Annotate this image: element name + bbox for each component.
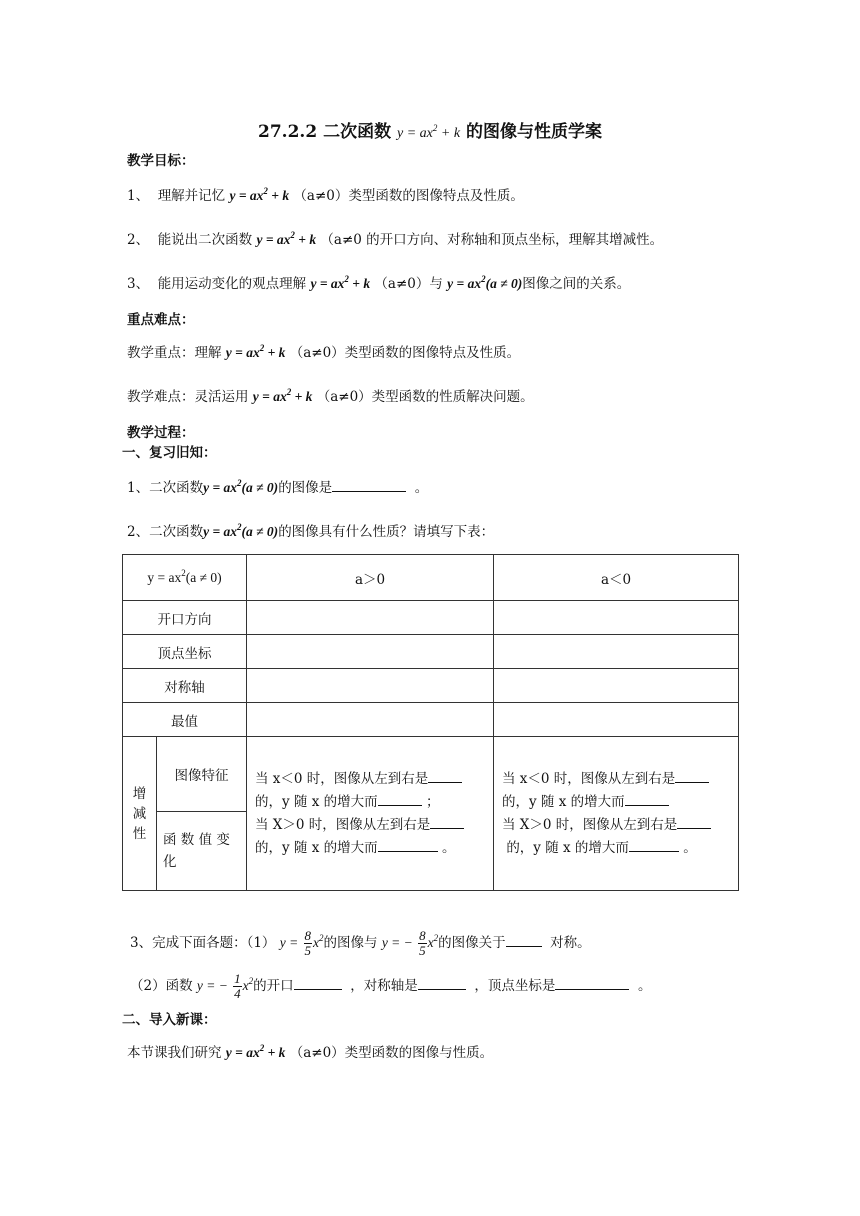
- answer-blank[interactable]: [332, 478, 406, 492]
- formula: $y = ax^2(a \ne 0)$: [203, 522, 279, 539]
- formula: y = −: [196, 978, 228, 993]
- goal-1-text: 理解并记忆: [157, 188, 226, 204]
- q3-mid: 的图像与: [323, 935, 378, 951]
- formula: $x^2$: [427, 933, 439, 950]
- question-3: [130, 928, 591, 958]
- formula: $y = ax^2 + k$: [310, 274, 371, 291]
- question-2: [127, 522, 494, 542]
- formula: $y = ax^2(a \ne 0)$: [447, 274, 523, 291]
- formula: $x^2$: [242, 976, 254, 993]
- fraction-numerator: 1: [234, 971, 241, 986]
- properties-table: [122, 554, 739, 891]
- key-difficulty: [127, 387, 534, 407]
- neg-line-4: [502, 837, 730, 860]
- table-cell[interactable]: [494, 635, 739, 669]
- pos-line-3: [255, 814, 485, 837]
- answer-blank[interactable]: [378, 838, 438, 852]
- row-label-vertex: 顶点坐标: [123, 635, 247, 669]
- title-prefix: 二次函数: [323, 122, 392, 142]
- answer-blank[interactable]: [294, 976, 342, 990]
- answer-blank[interactable]: [677, 815, 711, 829]
- answer-blank[interactable]: [378, 792, 422, 806]
- review-heading: 一、复习旧知：: [122, 445, 217, 461]
- difficulty-tail: （a≠0）类型函数的性质解决问题。: [316, 389, 534, 405]
- pos-line-2: [255, 791, 485, 814]
- q3-text: 3、完成下面各题：（1）: [130, 935, 276, 951]
- goal-1-number: 1、: [127, 188, 150, 204]
- goal-3-tail: 图像之间的关系。: [522, 276, 631, 292]
- formula: y =: [279, 935, 299, 950]
- q3b-text: （2）函数: [130, 978, 193, 994]
- answer-blank[interactable]: [430, 815, 464, 829]
- answer-blank[interactable]: [629, 838, 679, 852]
- goal-3: [127, 274, 630, 294]
- answer-blank[interactable]: [506, 933, 542, 947]
- q3b-mid2: ，对称轴是: [350, 978, 418, 994]
- table-row: [123, 669, 739, 703]
- fraction-numerator: 8: [304, 928, 312, 943]
- fraction-denominator: 5: [304, 943, 312, 958]
- answer-blank[interactable]: [625, 792, 669, 806]
- pos-text-1: 当 x＜0 时，图像从左到右是: [255, 770, 429, 787]
- fraction-numerator: 8: [419, 928, 426, 943]
- answer-blank[interactable]: [675, 769, 709, 783]
- q3b-mid3: ，顶点坐标是: [474, 978, 556, 994]
- row-label-opening: 开口方向: [123, 601, 247, 635]
- q3b-end: 。: [637, 978, 652, 994]
- title-formula: $y = ax^2 + k$: [397, 123, 461, 141]
- table-cell[interactable]: [494, 601, 739, 635]
- neg-text-4-end: 。: [683, 839, 697, 856]
- fraction: [304, 929, 313, 958]
- q1-text: 1、二次函数: [127, 480, 204, 496]
- neg-line-2: [502, 791, 730, 814]
- goal-3-mid: （a≠0）与: [374, 276, 443, 292]
- table-cell[interactable]: [247, 601, 494, 635]
- difficulty-text: 教学难点：灵活运用: [127, 389, 249, 405]
- table-row-monotonic: [123, 737, 739, 812]
- sub-label-graph: 图像特征: [157, 737, 247, 812]
- answer-blank[interactable]: [428, 769, 462, 783]
- table-cell[interactable]: [247, 635, 494, 669]
- pos-text-2: 的，y 随 x 的增大而: [255, 793, 378, 810]
- goal-1: [127, 186, 524, 206]
- formula: y = −: [381, 935, 413, 950]
- goal-3-number: 3、: [127, 276, 150, 292]
- neg-line-3: [502, 814, 730, 837]
- page-title: [0, 117, 860, 142]
- monotonic-negative-cell: [494, 737, 739, 891]
- neg-line-1: [502, 768, 730, 791]
- new-lesson-post: （a≠0）类型函数的图像与性质。: [289, 1045, 494, 1061]
- fraction-denominator: 5: [419, 943, 426, 958]
- goal-1-tail: （a≠0）类型函数的图像特点及性质。: [293, 188, 524, 204]
- table-cell[interactable]: [247, 703, 494, 737]
- table-header-row: [123, 555, 739, 601]
- q1-mid: 的图像是: [278, 480, 333, 496]
- q2-text: 2、二次函数: [127, 524, 204, 540]
- pos-text-4: 的，y 随 x 的增大而: [255, 839, 378, 856]
- goal-2: [127, 230, 663, 250]
- table-row: [123, 703, 739, 737]
- formula: $x^2$: [313, 933, 324, 950]
- table-cell[interactable]: [494, 669, 739, 703]
- key-heading: 重点难点：: [127, 312, 195, 328]
- formula: $y = ax^2 + k$: [225, 1043, 286, 1060]
- focus-text: 教学重点：理解: [127, 345, 222, 361]
- fraction: [418, 929, 427, 958]
- pos-text-4-end: 。: [441, 839, 456, 856]
- table-header-a-negative: a＜0: [494, 555, 739, 601]
- table-cell[interactable]: [247, 669, 494, 703]
- key-focus: [127, 343, 520, 363]
- neg-text-2: 的，y 随 x 的增大而: [502, 793, 625, 810]
- sub-label-function-change: 函 数 值 变 化: [157, 812, 247, 891]
- fraction: [233, 972, 242, 1001]
- row-label-extreme: 最值: [123, 703, 247, 737]
- goals-heading: 教学目标：: [127, 153, 195, 169]
- new-lesson-text: [127, 1043, 493, 1063]
- formula: $y = ax^2 + k$: [229, 186, 290, 203]
- goal-2-tail: （a≠0 的开口方向、对称轴和顶点坐标，理解其增减性。: [320, 232, 664, 248]
- fraction-denominator: 4: [234, 986, 241, 1001]
- monotonic-positive-cell: [247, 737, 494, 891]
- q3b-mid: 的开口: [253, 978, 294, 994]
- table-row: [123, 601, 739, 635]
- title-number: 27.2.2: [258, 122, 318, 142]
- table-header-a-positive: a＞0: [247, 555, 494, 601]
- focus-tail: （a≠0）类型函数的图像特点及性质。: [289, 345, 521, 361]
- neg-text-1: 当 x＜0 时，图像从左到右是: [502, 770, 676, 787]
- goal-2-text: 能说出二次函数: [157, 232, 253, 248]
- process-heading: 教学过程：: [127, 425, 195, 441]
- row-label-axis: 对称轴: [123, 669, 247, 703]
- pos-line-4: [255, 837, 485, 860]
- title-suffix: 的图像与性质学案: [465, 122, 602, 142]
- pos-text-2-end: ；: [425, 793, 440, 810]
- q3-end: 对称。: [550, 935, 591, 951]
- neg-text-3: 当 X＞0 时，图像从左到右是: [502, 816, 678, 833]
- pos-line-1: [255, 768, 485, 791]
- formula: $y = ax^2 + k$: [256, 230, 317, 247]
- q2-tail: 的图像具有什么性质？请填写下表：: [278, 524, 495, 540]
- new-lesson-heading: 二、导入新课：: [122, 1012, 217, 1028]
- goal-3-text: 能用运动变化的观点理解: [157, 276, 307, 292]
- answer-blank[interactable]: [555, 976, 629, 990]
- monotonicity-label: 增减性: [132, 785, 147, 842]
- question-1: [127, 478, 428, 498]
- question-3-2: [130, 971, 651, 1001]
- answer-blank[interactable]: [418, 976, 466, 990]
- pos-text-3: 当 X＞0 时，图像从左到右是: [255, 816, 431, 833]
- formula: $y = ax^2 + k$: [252, 387, 313, 404]
- table-row: [123, 635, 739, 669]
- new-lesson-pre: 本节课我们研究: [127, 1045, 222, 1061]
- q3-post: 的图像关于: [438, 935, 506, 951]
- formula: $y = ax^2(a \ne 0)$: [203, 478, 279, 495]
- formula: $y = ax^2 + k$: [225, 343, 286, 360]
- table-header-formula: $y = ax^2(a \ne 0)$: [123, 555, 247, 601]
- q1-end: 。: [414, 480, 429, 496]
- neg-text-4: 的，y 随 x 的增大而: [506, 839, 629, 856]
- table-cell[interactable]: [494, 703, 739, 737]
- goal-2-number: 2、: [127, 232, 150, 248]
- row-label-monotonicity: [123, 737, 157, 891]
